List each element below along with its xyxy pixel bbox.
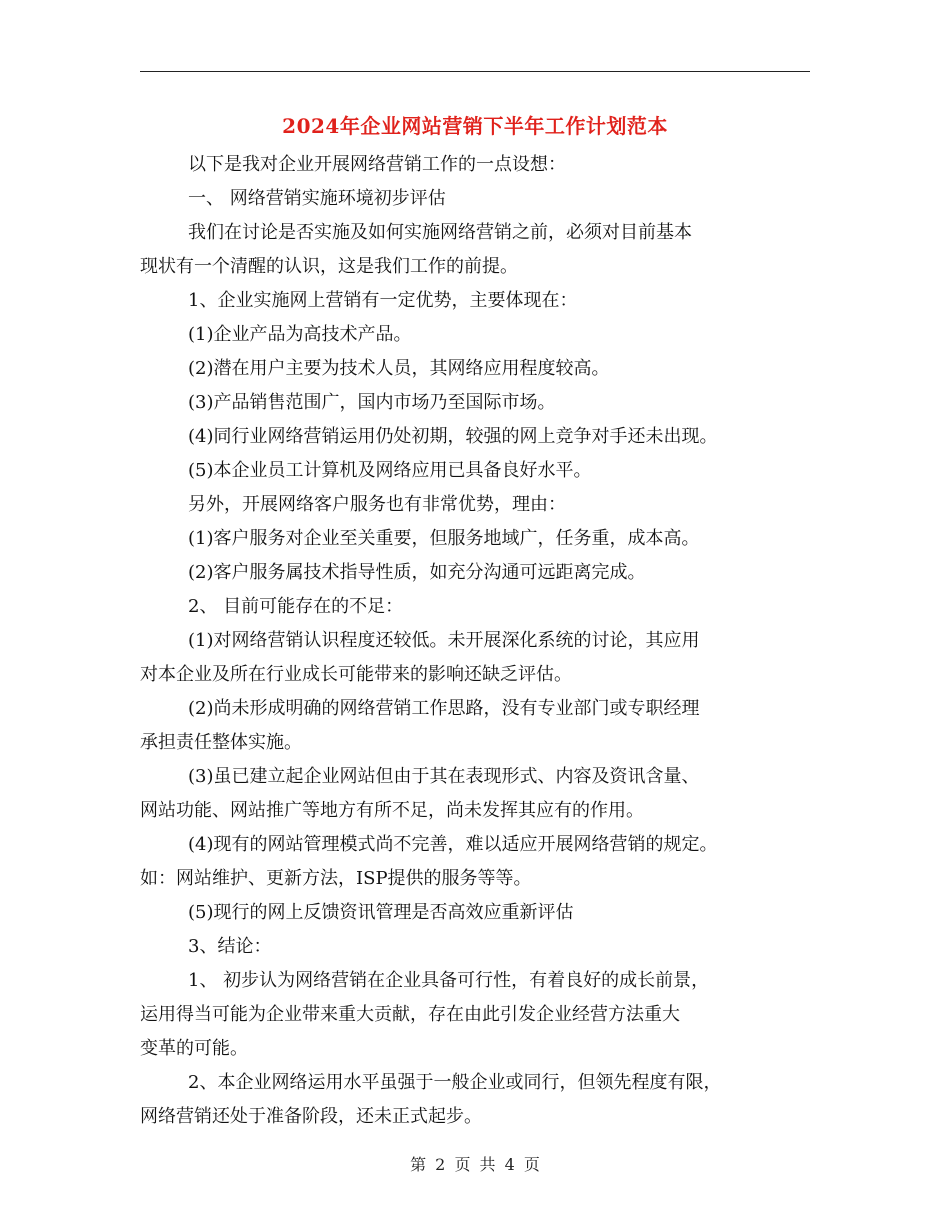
- text-line: 另外，开展网络客户服务也有非常优势，理由：: [188, 494, 566, 515]
- text-line: (1)客户服务对企业至关重要，但服务地域广，任务重，成本高。: [188, 528, 700, 549]
- text-line: (3)虽已建立起企业网站但由于其在表现形式、内容及资讯含量、: [188, 766, 700, 787]
- text-line: 一、 网络营销实施环境初步评估: [188, 188, 446, 209]
- text-line: 3、结论：: [188, 936, 272, 957]
- text-line: 运用得当可能为企业带来重大贡献，存在由此引发企业经营方法重大: [140, 1004, 680, 1025]
- text-line: (2)尚未形成明确的网络营销工作思路，没有专业部门或专职经理: [188, 698, 700, 719]
- text-line: (1)对网络营销认识程度还较低。未开展深化系统的讨论，其应用: [188, 630, 700, 651]
- text-line: 现状有一个清醒的认识，这是我们工作的前提。: [140, 256, 518, 277]
- text-line: (2)潜在用户主要为技术人员，其网络应用程度较高。: [188, 358, 610, 379]
- text-line: (4)同行业网络营销运用仍处初期，较强的网上竞争对手还未出现。: [188, 426, 718, 447]
- text-line: (3)产品销售范围广，国内市场乃至国际市场。: [188, 392, 556, 413]
- document-title: 2024年企业网站营销下半年工作计划范本: [282, 114, 668, 138]
- text-line: 变革的可能。: [140, 1038, 248, 1059]
- text-line: 网站功能、网站推广等地方有所不足，尚未发挥其应有的作用。: [140, 800, 644, 821]
- text-line: (2)客户服务属技术指导性质，如充分沟通可远距离完成。: [188, 562, 646, 583]
- text-line: (1)企业产品为高技术产品。: [188, 324, 412, 345]
- text-line: 1、企业实施网上营销有一定优势，主要体现在：: [188, 290, 578, 311]
- text-line: 2、 目前可能存在的不足：: [188, 596, 404, 617]
- text-line: 1、 初步认为网络营销在企业具备可行性，有着良好的成长前景，: [188, 970, 710, 991]
- page-footer: 第 2 页 共 4 页: [410, 1155, 540, 1174]
- text-line: 以下是我对企业开展网络营销工作的一点设想：: [188, 154, 566, 175]
- text-line: (5)现行的网上反馈资讯管理是否高效应重新评估: [188, 902, 574, 923]
- text-line: 对本企业及所在行业成长可能带来的影响还缺乏评估。: [140, 664, 572, 685]
- text-line: 2、本企业网络运用水平虽强于一般企业或同行，但领先程度有限，: [188, 1072, 722, 1093]
- document-body: [140, 148, 820, 1134]
- header-rule: [140, 71, 810, 72]
- text-line: (5)本企业员工计算机及网络应用已具备良好水平。: [188, 460, 592, 481]
- text-line: 如：网站维护、更新方法，ISP提供的服务等等。: [140, 868, 532, 889]
- text-line: 我们在讨论是否实施及如何实施网络营销之前，必须对目前基本: [188, 222, 692, 243]
- text-line: 网络营销还处于准备阶段，还未正式起步。: [140, 1106, 482, 1127]
- text-line: (4)现有的网站管理模式尚不完善，难以适应开展网络营销的规定。: [188, 834, 718, 855]
- text-line: 承担责任整体实施。: [140, 732, 302, 753]
